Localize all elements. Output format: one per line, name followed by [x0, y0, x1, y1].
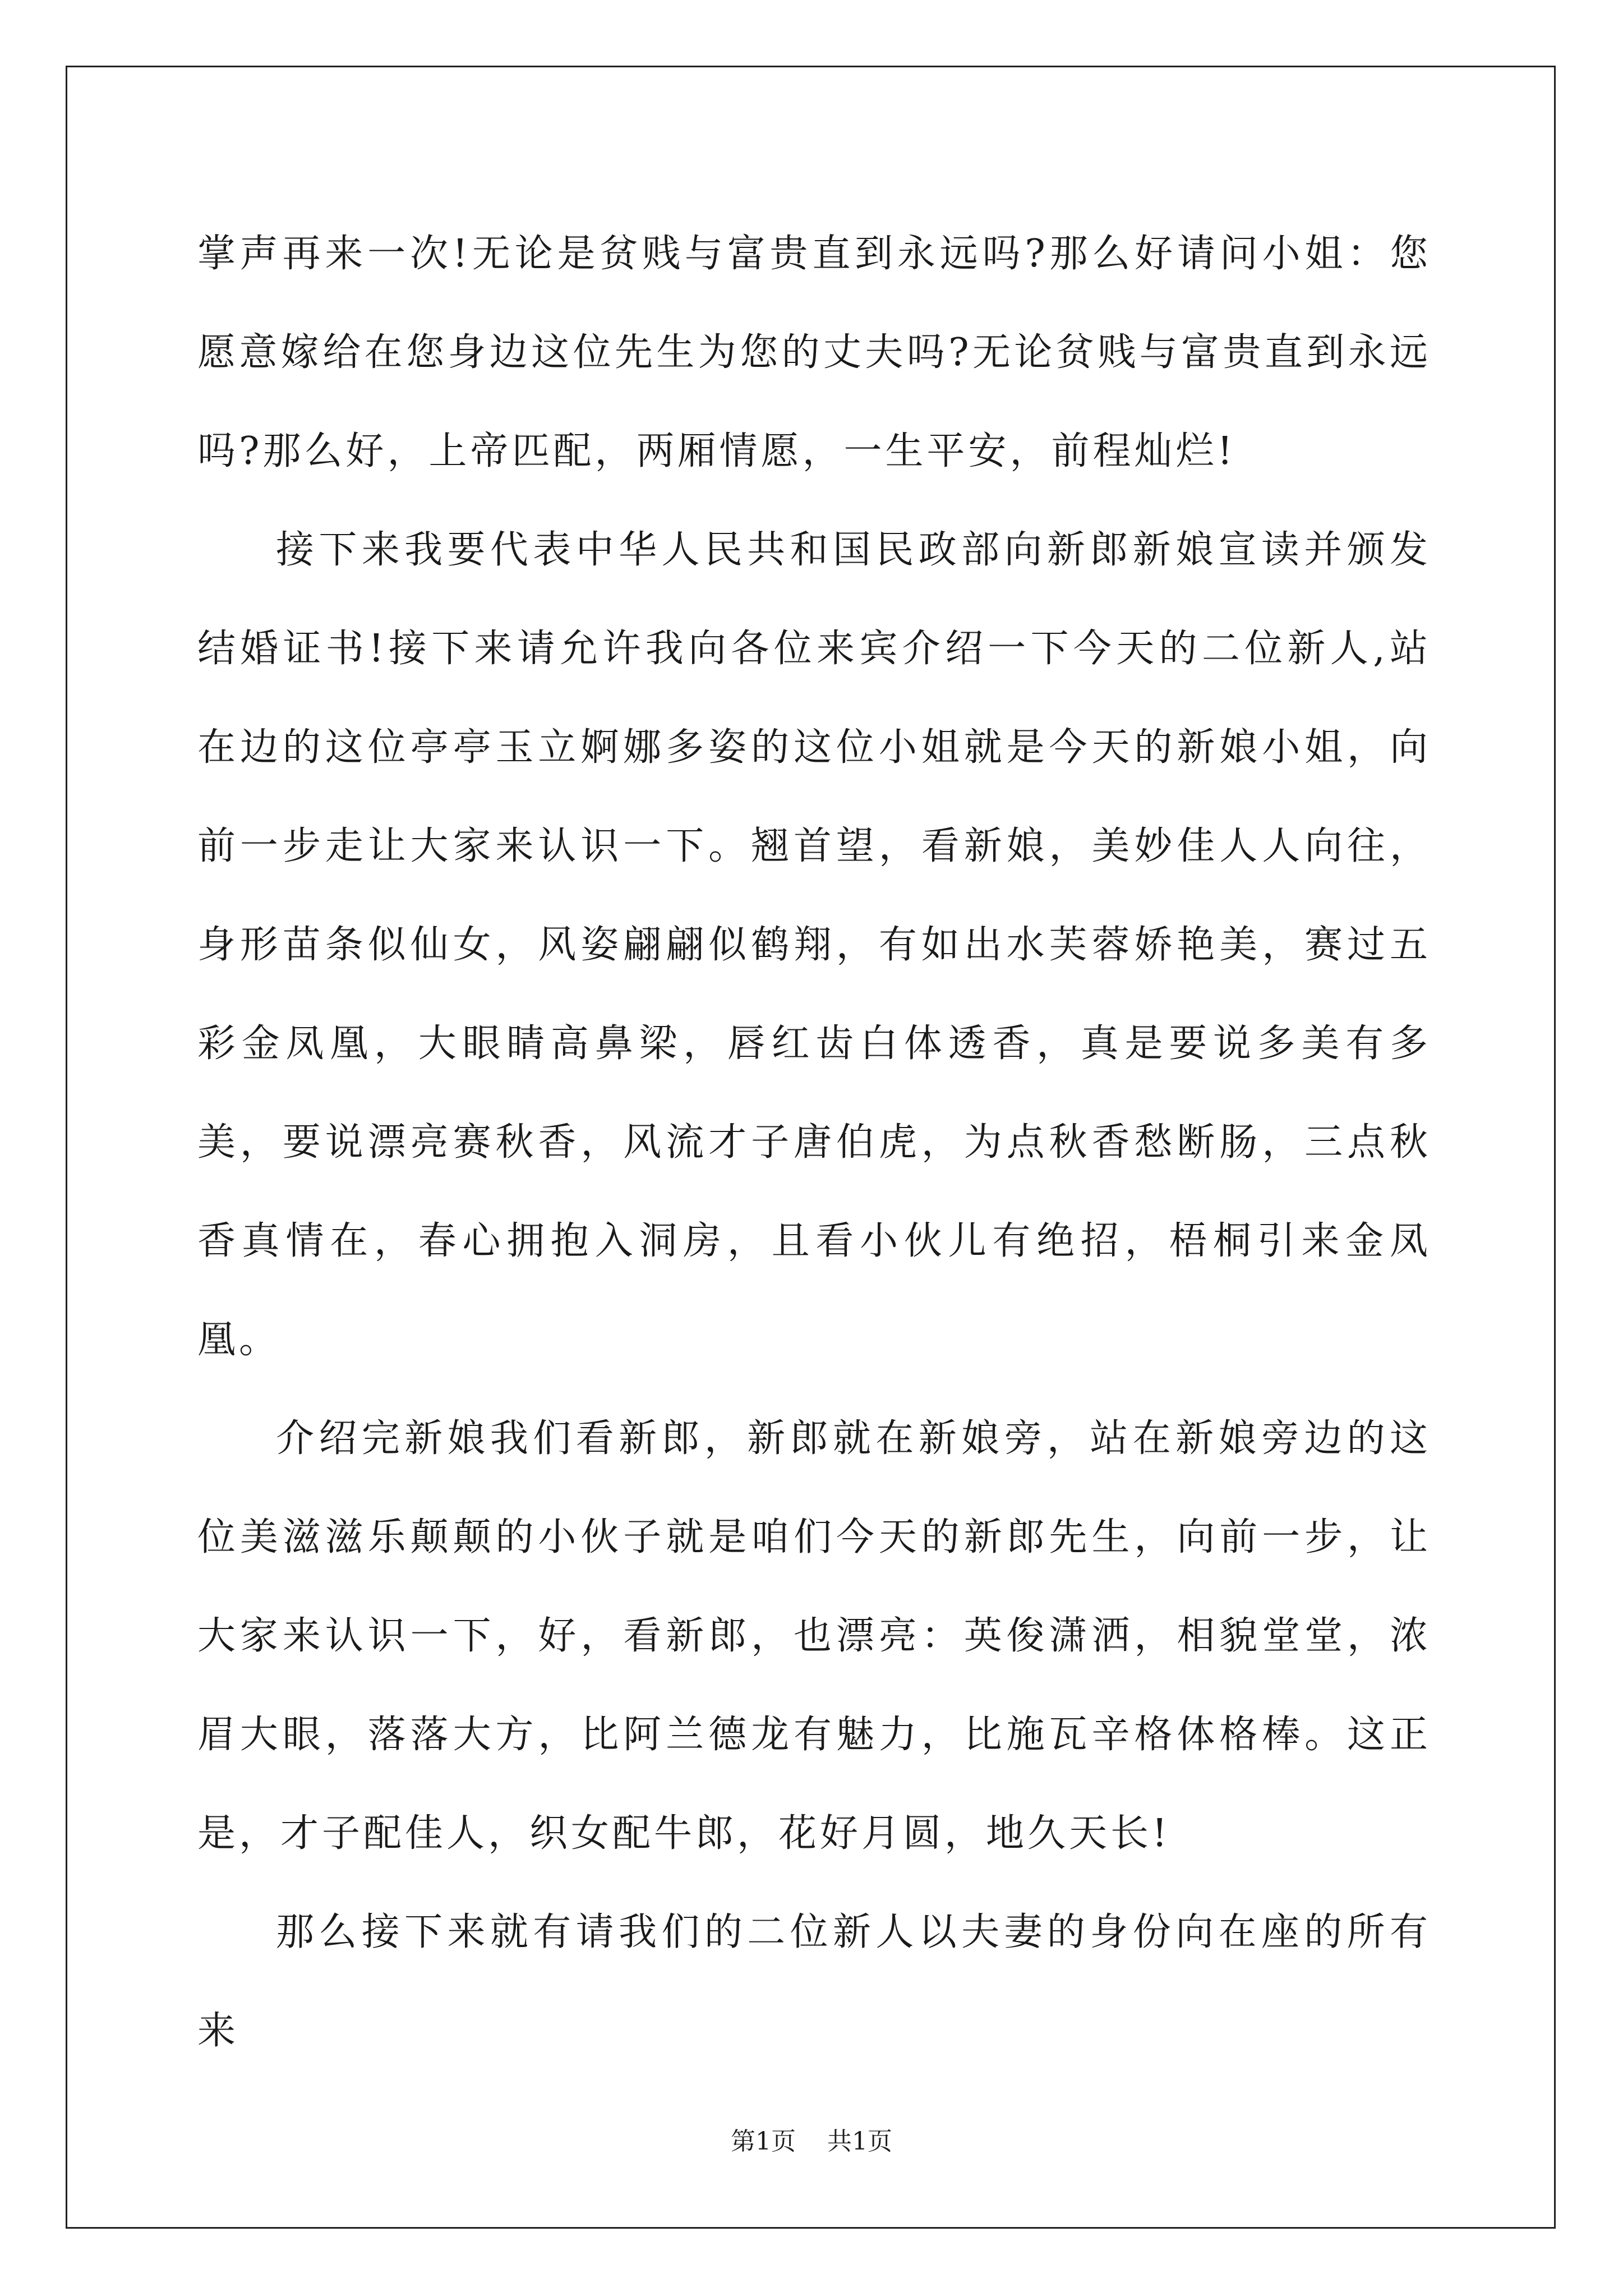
paragraph-4: 那么接下来就有请我们的二位新人以夫妻的身份向在座的所有来: [197, 1910, 1431, 2053]
paragraph-3: 介绍完新娘我们看新郎，新郎就在新娘旁，站在新娘旁边的这位美滋滋乐颠颠的小伙子就是咱们今天的新郎先生，向前一步，让大家来认识一下，好，看新郎，也漂亮：英俊潇洒，相貌堂堂，浓眉大眼，落落大方，比阿兰德龙有魅力，比施瓦辛格体格棒。这正是，才子配佳人，织女配牛郎，花好月圆，地久天长!: [197, 1416, 1431, 1856]
page-total: 共1页: [827, 2127, 892, 2156]
document-body: [197, 205, 1431, 2081]
paragraph-2: 接下来我要代表中华人民共和国民政部向新郎新娘宣读并颁发结婚证书!接下来请允许我向各位来宾介绍一下今天的二位新人,站在边的这位亭亭玉立婀娜多姿的这位小姐就是今天的新娘小姐，向前一步走让大家来认识一下。翘首望，看新娘，美妙佳人人向往，身形苗条似仙女，风姿翩翩似鹤翔，有如出水芙蓉娇艳美，赛过五彩金凤凰，大眼睛高鼻梁，唇红齿白体透香，真是要说多美有多美，要说漂亮赛秋香，风流才子唐伯虎，为点秋香愁断肠，三点秋香真情在，春心拥抱入洞房，且看小伙儿有绝招，梧桐引来金凤凰。: [197, 528, 1431, 1362]
paragraph-1: 掌声再来一次!无论是贫贱与富贵直到永远吗?那么好请问小姐：您愿意嫁给在您身边这位先生为您的丈夫吗?无论贫贱与富贵直到永远吗?那么好，上帝匹配，两厢情愿，一生平安，前程灿烂!: [197, 232, 1431, 473]
page-number: 第1页: [731, 2127, 796, 2156]
page-footer: [0, 2125, 1623, 2159]
